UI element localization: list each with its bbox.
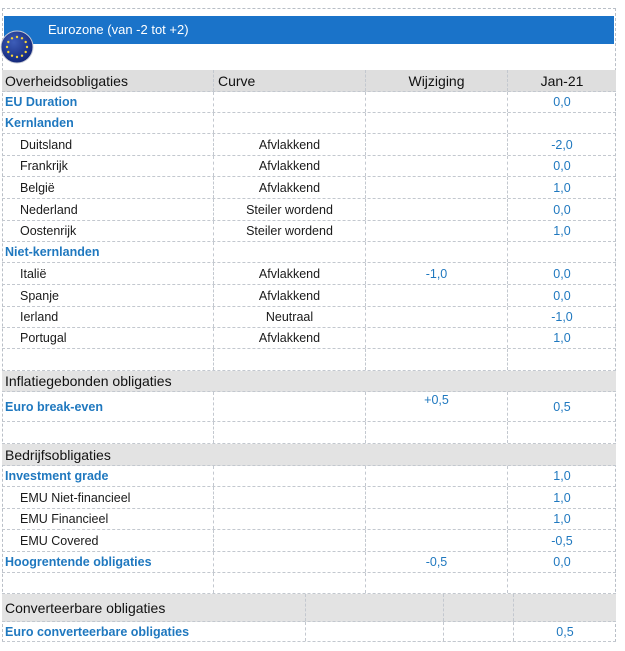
change-cell bbox=[366, 307, 508, 327]
table-row bbox=[2, 92, 616, 113]
table-row bbox=[2, 487, 616, 509]
value-cell: 1,0 bbox=[553, 490, 571, 505]
change-cell bbox=[366, 199, 508, 220]
value-cell: -1,0 bbox=[551, 310, 573, 324]
curve-cell: Neutraal bbox=[214, 307, 366, 327]
section-label: Kernlanden bbox=[2, 113, 214, 133]
curve-cell: Afvlakkend bbox=[214, 328, 366, 348]
country-label: Ierland bbox=[2, 307, 214, 327]
value-cell: 1,0 bbox=[553, 331, 571, 345]
row-label: Euro break-even bbox=[2, 392, 214, 421]
change-cell: -0,5 bbox=[366, 552, 508, 572]
row-value: 0,0 bbox=[553, 95, 571, 109]
banner-title: Eurozone (van -2 tot +2) bbox=[48, 22, 189, 37]
table-row bbox=[2, 156, 616, 177]
section-title: Inflatiegebonden obligaties bbox=[5, 373, 172, 389]
curve-cell: Steiler wordend bbox=[214, 199, 366, 220]
table-row bbox=[2, 466, 616, 487]
table-row bbox=[2, 392, 616, 422]
row-label: EMU Covered bbox=[2, 530, 214, 551]
change-cell bbox=[366, 285, 508, 306]
value-cell: -0,5 bbox=[551, 533, 573, 548]
table-row bbox=[2, 552, 616, 573]
header-col-curve: Curve bbox=[214, 70, 366, 91]
section-header bbox=[2, 594, 616, 622]
change-cell bbox=[366, 177, 508, 198]
spacer-row bbox=[2, 573, 616, 594]
curve-cell: Steiler wordend bbox=[214, 221, 366, 241]
change-cell bbox=[366, 221, 508, 241]
value-cell: 0,5 bbox=[553, 399, 571, 414]
change-cell bbox=[366, 134, 508, 155]
row-label: Hoogrentende obligaties bbox=[2, 552, 214, 572]
country-label: Oostenrijk bbox=[2, 221, 214, 241]
header-col-jan21: Jan-21 bbox=[508, 70, 616, 91]
table-row bbox=[2, 285, 616, 307]
value-cell: 0,0 bbox=[553, 202, 571, 217]
value-cell: 1,0 bbox=[553, 512, 571, 526]
table-row bbox=[2, 113, 616, 134]
country-label: Portugal bbox=[2, 328, 214, 348]
section-header bbox=[2, 371, 616, 392]
curve-cell: Afvlakkend bbox=[214, 263, 366, 284]
region-banner bbox=[4, 16, 614, 44]
spacer-row bbox=[2, 349, 616, 371]
value-cell: 1,0 bbox=[553, 224, 571, 238]
section-title: Converteerbare obligaties bbox=[2, 594, 306, 621]
curve-cell: Afvlakkend bbox=[214, 134, 366, 155]
section-header bbox=[2, 444, 616, 466]
row-label: EU Duration bbox=[2, 92, 214, 112]
header-col-instrument: Overheidsobligaties bbox=[2, 70, 214, 91]
value-cell: 0,5 bbox=[556, 624, 574, 639]
table-row bbox=[2, 622, 616, 642]
country-label: Frankrijk bbox=[2, 156, 214, 176]
table-header bbox=[2, 70, 616, 92]
row-label: Investment grade bbox=[2, 466, 214, 486]
value-cell: 0,0 bbox=[553, 266, 571, 281]
spacer-row bbox=[2, 422, 616, 444]
row-label: EMU Financieel bbox=[2, 509, 214, 529]
curve-cell: Afvlakkend bbox=[214, 285, 366, 306]
change-cell: -1,0 bbox=[366, 263, 508, 284]
value-cell: -2,0 bbox=[551, 137, 573, 152]
country-label: België bbox=[2, 177, 214, 198]
table-row bbox=[2, 328, 616, 349]
table-row bbox=[2, 242, 616, 263]
curve-cell: Afvlakkend bbox=[214, 177, 366, 198]
table-row bbox=[2, 263, 616, 285]
change-cell bbox=[366, 156, 508, 176]
table-row bbox=[2, 530, 616, 552]
section-title: Bedrijfsobligaties bbox=[5, 446, 111, 463]
country-label: Italië bbox=[2, 263, 214, 284]
eu-flag-icon bbox=[0, 30, 34, 64]
curve-cell: Afvlakkend bbox=[214, 156, 366, 176]
row-label: EMU Niet-financieel bbox=[2, 487, 214, 508]
table-row bbox=[2, 199, 616, 221]
value-cell: 1,0 bbox=[553, 180, 571, 195]
row-label: Euro converteerbare obligaties bbox=[2, 622, 306, 641]
value-cell: 0,0 bbox=[553, 159, 571, 173]
change-cell: +0,5 bbox=[366, 392, 508, 421]
header-col-change: Wijziging bbox=[366, 70, 508, 91]
change-cell bbox=[366, 328, 508, 348]
table-row bbox=[2, 509, 616, 530]
table-row bbox=[2, 221, 616, 242]
value-cell: 0,0 bbox=[553, 288, 571, 303]
value-cell: 0,0 bbox=[553, 555, 571, 569]
table-row bbox=[2, 134, 616, 156]
table-row bbox=[2, 177, 616, 199]
country-label: Spanje bbox=[2, 285, 214, 306]
value-cell: 1,0 bbox=[553, 469, 571, 483]
table-row bbox=[2, 307, 616, 328]
country-label: Nederland bbox=[2, 199, 214, 220]
section-label: Niet-kernlanden bbox=[2, 242, 214, 262]
country-label: Duitsland bbox=[2, 134, 214, 155]
